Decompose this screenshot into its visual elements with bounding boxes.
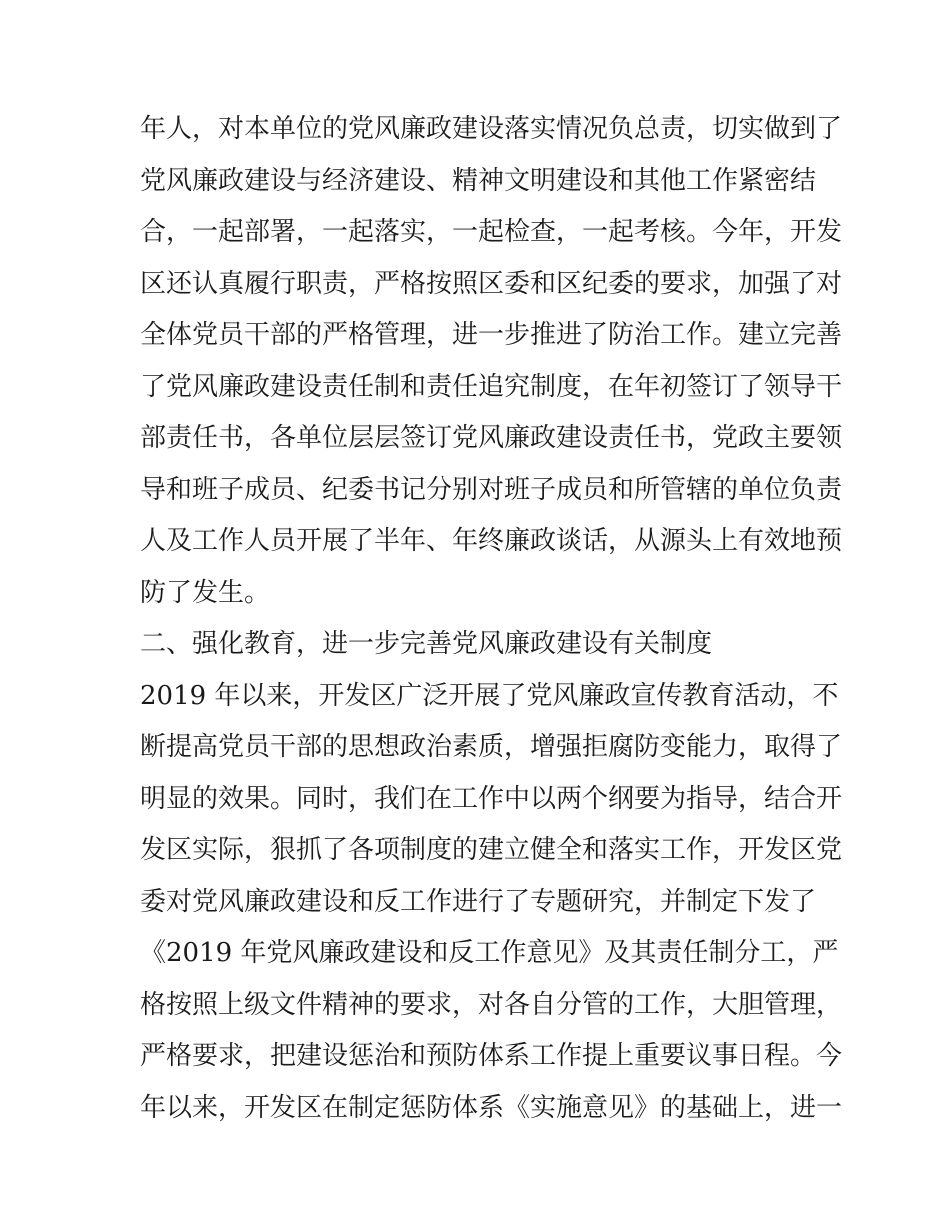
section-heading: 二、强化教育，进一步完善党风廉政建设有关制度 [140, 629, 713, 659]
text-line: 格按照上级文件精神的要求，对各自分管的工作，大胆管理， [140, 989, 843, 1020]
text-line: 委对党风廉政建设和反工作进行了专题研究，并制定下发了 [140, 886, 817, 917]
text-line: 发区实际，狠抓了各项制度的建立健全和落实工作，开发区党 [140, 835, 843, 865]
text-line: 断提高党员干部的思想政治素质，增强拒腐防变能力，取得了 [140, 732, 843, 762]
text-line: 区还认真履行职责，严格按照区委和区纪委的要求，加强了对 [140, 268, 843, 299]
text-line: 全体党员干部的严格管理，进一步推进了防治工作。建立完善 [140, 320, 843, 350]
text-line: 防了发生。 [140, 577, 271, 608]
text-line: 导和班子成员、纪委书记分别对班子成员和所管辖的单位负责 [140, 474, 843, 505]
text-line: 严格要求，把建设惩治和预防体系工作提上重要议事日程。今 [140, 1041, 843, 1071]
text-line: 部责任书，各单位层层签订党风廉政建设责任书，党政主要领 [140, 423, 843, 453]
text-line: 年以来，开发区在制定惩防体系《实施意见》的基础上，进一 [140, 1092, 843, 1123]
text-line: 人及工作人员开展了半年、年终廉政谈话，从源头上有效地预 [140, 526, 843, 556]
text-line: 2019 年以来，开发区广泛开展了党风廉政宣传教育活动，不 [140, 680, 839, 711]
text-line: 党风廉政建设与经济建设、精神文明建设和其他工作紧密结 [140, 165, 817, 196]
document-body [140, 104, 843, 1134]
text-line: 年人，对本单位的党风廉政建设落实情况负总责，切实做到了 [140, 114, 843, 144]
text-line: 合，一起部署，一起落实，一起检查，一起考核。今年，开发 [140, 217, 843, 247]
text-line: 明显的效果。同时，我们在工作中以两个纲要为指导，结合开 [140, 783, 843, 814]
text-line: 《2019 年党风廉政建设和反工作意见》及其责任制分工，严 [140, 938, 839, 968]
text-line: 了党风廉政建设责任制和责任追究制度，在年初签订了领导干 [140, 371, 843, 402]
